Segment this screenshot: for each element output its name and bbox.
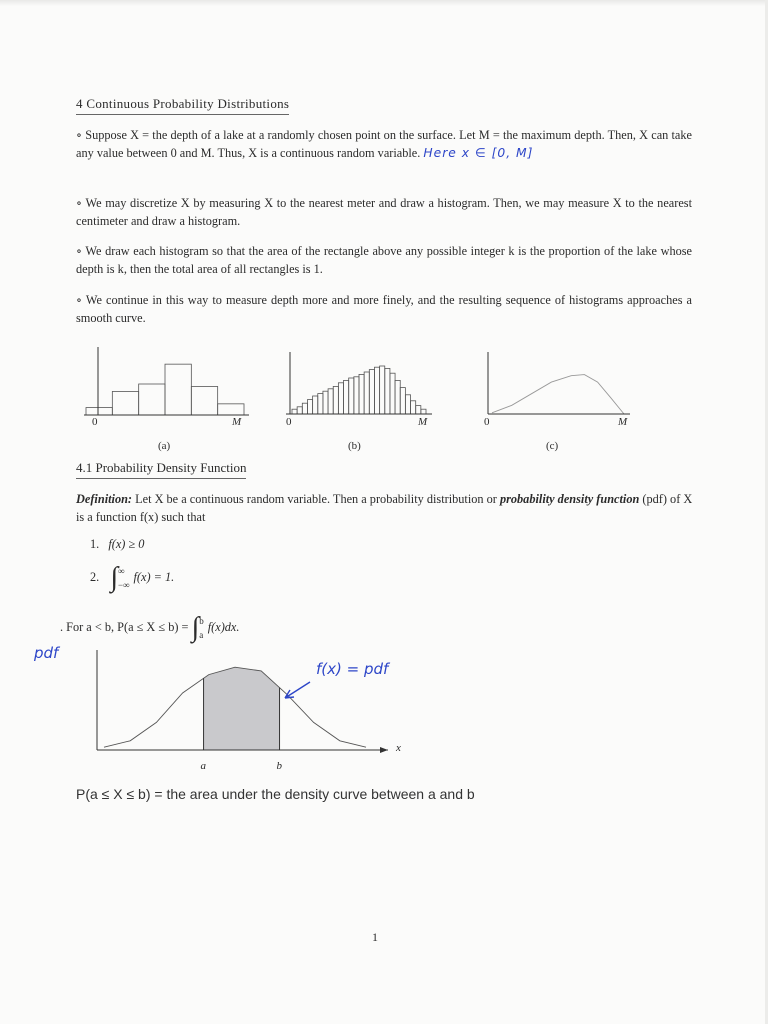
histogram-b-bar-22 — [400, 388, 405, 414]
histogram-b-tick-max: M — [418, 416, 428, 428]
histogram-b-bar-7 — [323, 391, 328, 414]
definition-label: Definition: — [76, 492, 133, 506]
integral-sign-icon: ∫ — [110, 562, 118, 593]
smooth-curve-c-line — [492, 375, 624, 414]
smooth-curve-c-tick-zero: 0 — [484, 416, 490, 428]
definition-term: probability density function — [499, 492, 640, 506]
histogram-b — [284, 350, 434, 420]
density-shaded-area — [204, 667, 280, 750]
condition-2-lower-limit: −∞ — [117, 580, 130, 590]
density-ylabel: pdf — [34, 644, 59, 662]
integral-sign-icon: ∫ — [191, 612, 200, 643]
histogram-a-bar-1 — [86, 408, 112, 415]
histogram-b-bar-1 — [292, 409, 297, 414]
probability-formula-prefix: . For a < b, P(a ≤ X ≤ b) = — [60, 619, 192, 634]
histogram-b-bar-14 — [359, 374, 364, 414]
histogram-b-bar-10 — [338, 383, 343, 414]
bound-b-label: b — [276, 760, 283, 772]
condition-1-formula: f(x) ≥ 0 — [108, 537, 145, 551]
histogram-a-tick-max: M — [232, 416, 242, 428]
histogram-a-tick-zero: 0 — [92, 416, 98, 428]
paragraph-2: ∘ We may discretize X by measuring X to the nearest meter and draw a histogram. Then, we may measure X to the nearest centimeter and draw a histogram. — [76, 196, 692, 228]
histogram-a-bar-3 — [139, 384, 165, 415]
histogram-b-bar-2 — [297, 407, 302, 414]
histogram-b-bars — [292, 366, 426, 414]
histogram-b-bar-12 — [349, 378, 354, 414]
subsection-title: 4.1 Probability Density Function — [76, 460, 246, 479]
histogram-b-bar-4 — [307, 400, 312, 414]
histogram-b-bar-8 — [328, 389, 333, 414]
histogram-b-bar-20 — [390, 373, 395, 414]
bound-a-label: a — [200, 760, 207, 772]
probability-formula-upper: b — [199, 616, 204, 626]
definition-paragraph — [76, 490, 696, 526]
smooth-curve-c-tick-max: M — [618, 416, 628, 428]
condition-2-limits — [118, 564, 130, 592]
histogram-a-bar-2 — [112, 391, 138, 415]
histogram-b-bar-9 — [333, 386, 338, 414]
histogram-b-bar-23 — [405, 395, 410, 414]
histogram-b-bar-26 — [421, 409, 426, 414]
condition-2-number: 2. — [90, 569, 100, 584]
histogram-b-bar-11 — [344, 380, 349, 414]
probability-formula-integrand: f(x)dx. — [207, 619, 240, 634]
histogram-b-bar-5 — [313, 396, 318, 414]
probability-formula-limits — [199, 614, 204, 642]
histogram-b-bar-24 — [411, 401, 416, 414]
histogram-b-bar-3 — [302, 403, 307, 414]
density-caption: P(a ≤ X ≤ b) = the area under the density curve between a and b — [76, 786, 475, 802]
histogram-b-bar-6 — [318, 394, 323, 414]
histogram-b-bar-17 — [374, 367, 379, 414]
histogram-b-bar-25 — [416, 406, 421, 414]
probability-formula — [60, 612, 239, 644]
paragraph-3: ∘ We draw each histogram so that the area of the rectangle above any possible integer k is the proportion of the lake whose depth is k, then the total area of all rectangles is 1. — [76, 244, 692, 276]
histogram-b-bar-18 — [380, 366, 385, 414]
figure-caption-c: (c) — [546, 440, 559, 452]
figure-caption-a: (a) — [158, 440, 171, 452]
histogram-a-bars — [86, 364, 244, 415]
condition-2-integrand: f(x) = 1. — [133, 569, 175, 584]
condition-2 — [90, 562, 174, 594]
paragraph-4: ∘ We continue in this way to measure depth more and more finely, and the resulting sequence of histograms approaches a smooth curve. — [76, 293, 692, 325]
histogram-a-bar-4 — [165, 364, 191, 415]
section-title: 4 Continuous Probability Distributions — [76, 96, 289, 115]
page-number: 1 — [372, 930, 378, 944]
paragraph-1 — [76, 126, 692, 162]
handwritten-arrow-icon — [282, 678, 312, 704]
histogram-b-bar-16 — [369, 370, 374, 414]
handwritten-annotation-range: Here x ∈ [0, M] — [423, 146, 534, 160]
condition-1-number: 1. — [90, 537, 100, 551]
scan-shadow — [0, 0, 768, 6]
histogram-b-bar-13 — [354, 377, 359, 414]
histogram-a-bar-5 — [191, 386, 217, 415]
histogram-b-bar-19 — [385, 368, 390, 414]
definition-text-after: (pdf) of X is a function f(x) such that — [76, 492, 693, 524]
smooth-curve-c — [484, 350, 634, 420]
histogram-b-bar-21 — [395, 380, 400, 414]
density-annotation: f(x) = pdf — [316, 660, 389, 678]
condition-2-upper-limit: ∞ — [117, 566, 125, 576]
histogram-b-bar-15 — [364, 372, 369, 414]
histogram-a-bar-6 — [218, 404, 244, 415]
histogram-b-tick-zero: 0 — [286, 416, 292, 428]
definition-text-before: Let X be a continuous random variable. Then a probability distribution or — [132, 492, 500, 506]
probability-formula-lower: a — [199, 630, 204, 640]
histogram-a — [84, 345, 254, 420]
density-xlabel: x — [396, 742, 401, 754]
condition-1 — [90, 537, 144, 552]
paragraph-1-text: ∘ Suppose X = the depth of a lake at a randomly chosen point on the surface. Let M = the maximum depth. Then, X can take any value between 0 and M. Thus, X is a continuous random variable. — [76, 128, 692, 160]
figure-caption-b: (b) — [348, 440, 361, 452]
